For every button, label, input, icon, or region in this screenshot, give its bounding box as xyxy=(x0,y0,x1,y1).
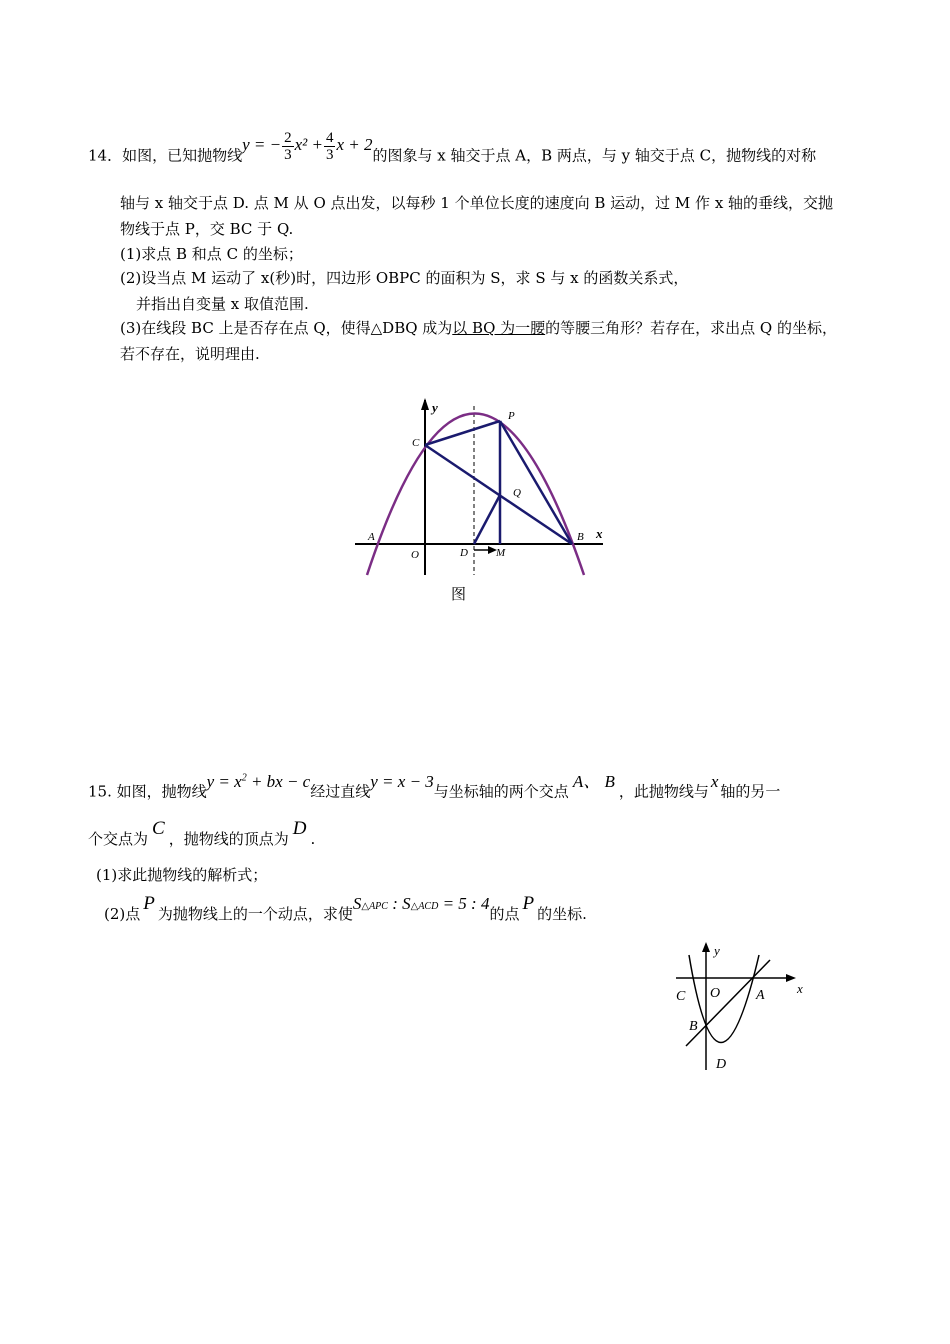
q15-y-axis-arrow xyxy=(702,942,710,952)
q15-var-x: x xyxy=(710,771,719,791)
q15-part2: (2)点 P 为抛物线上的一个动点，求使S△APC : S△ACD = 5 : 4的点 P 的坐标. xyxy=(104,893,587,923)
q15-line1: 15. 如图，抛物线$y = x^2$ + bx − c经过直线y = x − 3与坐标轴的两个交点A、 B，此抛物线与x轴的另一 xyxy=(88,771,781,801)
q15-label-C: C xyxy=(676,989,686,1004)
q15-label-D: D xyxy=(716,1057,727,1072)
q15-parabola-equation: $y = x^2$ + bx − c xyxy=(206,771,311,791)
q14-frac-4-3: $\frac{4}{3}$ xyxy=(325,130,334,163)
q15-line-equation: y = x − 3 xyxy=(370,771,434,791)
q15-label-x: x xyxy=(797,981,803,996)
q14-line3: 物线于点 P，交 BC 于 Q. xyxy=(120,220,294,238)
q14-part3: (3)在线段 BC 上是否存在点 Q，使得△DBQ 成为以 BQ 为一腰的等腰三角形？若存在，求出点 Q 的坐标， xyxy=(120,319,837,337)
label-A: A xyxy=(368,531,375,543)
q15-label-A: A xyxy=(756,988,765,1003)
q14-figure-caption: 图 xyxy=(451,585,467,603)
q14-intro: 14．如图，已知抛物线 xyxy=(88,146,243,165)
q15-parabola-curve xyxy=(689,955,759,1043)
q14-part2b: 并指出自变量 x 取值范围. xyxy=(136,295,309,313)
q14-equation: y = − $\frac{2}{3}$ x² + $\frac{4}{3}$ x + 2 xyxy=(242,130,373,163)
label-x: x xyxy=(596,526,603,541)
q14-part2: (2)设当点 M 运动了 x(秒)时，四边形 OBPC 的面积为 S，求 S 与 x 的函数关系式， xyxy=(120,269,689,287)
label-D: D xyxy=(460,547,468,559)
q15-label-O: O xyxy=(710,986,721,1001)
q15-points-AB: A、 B xyxy=(572,771,615,791)
q15-var-C: C xyxy=(152,818,165,839)
q15-var-D: D xyxy=(292,818,307,839)
q14-line2: 轴与 x 轴交于点 D. 点 M 从 O 点出发，以每秒 1 个单位长度的速度向 B 运动，过 M 作 x 轴的垂线，交抛 xyxy=(120,194,834,212)
q14-frac-2-3: $\frac{2}{3}$ xyxy=(284,130,292,163)
q14-part1: (1)求点 B 和点 C 的坐标； xyxy=(120,245,303,263)
label-P: P xyxy=(508,410,515,422)
label-y: y xyxy=(432,400,438,415)
q14-intro-tail: 的图象与 x 轴交于点 A，B 两点，与 y 轴交于点 C，抛物线的对称 xyxy=(372,146,817,165)
q15-part1: (1)求此抛物线的解析式； xyxy=(96,866,268,884)
label-Q: Q xyxy=(513,487,521,499)
q15-label-B: B xyxy=(689,1019,698,1034)
q15-label-y: y xyxy=(714,943,720,958)
label-C: C xyxy=(412,437,420,449)
q14-part3c: 若不存在，说明理由. xyxy=(120,345,260,363)
q15-var-P2: P xyxy=(522,893,535,914)
label-O: O xyxy=(411,549,419,561)
q15-area-ratio: S△APC : S△ACD = 5 : 4 xyxy=(352,894,490,913)
q15-var-P: P xyxy=(143,893,155,914)
label-B: B xyxy=(577,531,584,543)
label-M: M xyxy=(496,547,506,559)
q15-x-axis-arrow xyxy=(786,974,796,982)
q15-line2: 个交点为 C ，抛物线的顶点为 D . xyxy=(88,818,316,848)
q14-underlined-condition: 以 BQ 为一腰 xyxy=(452,319,546,337)
